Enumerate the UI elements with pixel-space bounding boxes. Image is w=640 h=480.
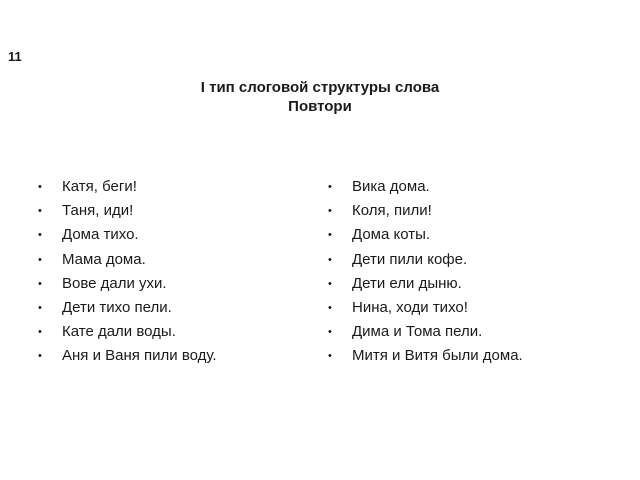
phrase-text: Мама дома.	[62, 250, 146, 268]
bullet-icon: •	[328, 277, 332, 290]
bullet-icon: •	[38, 181, 42, 193]
phrase-text: Таня, иди!	[62, 202, 134, 220]
list-item	[328, 224, 618, 248]
bullet-icon: •	[38, 229, 42, 242]
list-item	[38, 321, 308, 345]
bullet-icon: •	[38, 301, 42, 314]
phrase-text: Нина, ходи тихо!	[352, 298, 468, 316]
bullet-icon: •	[38, 326, 42, 339]
list-item	[38, 249, 308, 273]
phrase-text: Дети пили кофе.	[352, 250, 468, 268]
list-item	[38, 345, 308, 369]
phrase-text: Кате дали воды.	[62, 323, 176, 341]
phrase-text: Дети тихо пели.	[62, 298, 172, 316]
list-item	[328, 297, 618, 321]
list-item	[38, 176, 308, 200]
list-item	[328, 200, 618, 224]
title: I тип слоговой структуры слова	[200, 79, 440, 96]
left-phrase-list	[38, 176, 308, 370]
bullet-icon: •	[38, 277, 42, 290]
slide-number: 11	[8, 49, 22, 64]
bullet-icon: •	[328, 301, 332, 314]
list-item	[328, 345, 618, 369]
phrase-text: Аня и Ваня пили воду.	[62, 347, 217, 365]
list-item	[328, 249, 618, 273]
list-item	[328, 176, 618, 200]
bullet-icon: •	[328, 253, 332, 266]
list-item	[38, 273, 308, 297]
phrase-text: Вове дали ухи.	[62, 274, 167, 292]
bullet-icon: •	[328, 229, 332, 242]
right-phrase-list	[328, 176, 618, 370]
bullet-icon: •	[38, 205, 42, 218]
list-item	[328, 321, 618, 345]
phrase-text: Дома тихо.	[62, 226, 139, 244]
phrase-text: Дома коты.	[352, 226, 431, 244]
list-item	[38, 297, 308, 321]
bullet-icon: •	[328, 205, 332, 218]
bullet-icon: •	[38, 253, 42, 266]
phrase-text: Митя и Витя были дома.	[352, 347, 523, 365]
phrase-text: Дима и Тома пели.	[352, 323, 483, 341]
subtitle: Повтори	[288, 98, 352, 115]
phrase-text: Коля, пили!	[352, 202, 432, 220]
list-item	[328, 273, 618, 297]
list-item	[38, 224, 308, 248]
bullet-icon: •	[328, 181, 332, 193]
phrase-text: Вика дома.	[352, 178, 430, 195]
bullet-icon: •	[328, 326, 332, 339]
bullet-icon: •	[38, 350, 42, 363]
list-item	[38, 200, 308, 224]
bullet-icon: •	[328, 350, 332, 363]
phrase-text: Дети ели дыню.	[352, 274, 462, 292]
title-block	[0, 78, 640, 116]
phrase-text: Катя, беги!	[62, 178, 137, 195]
